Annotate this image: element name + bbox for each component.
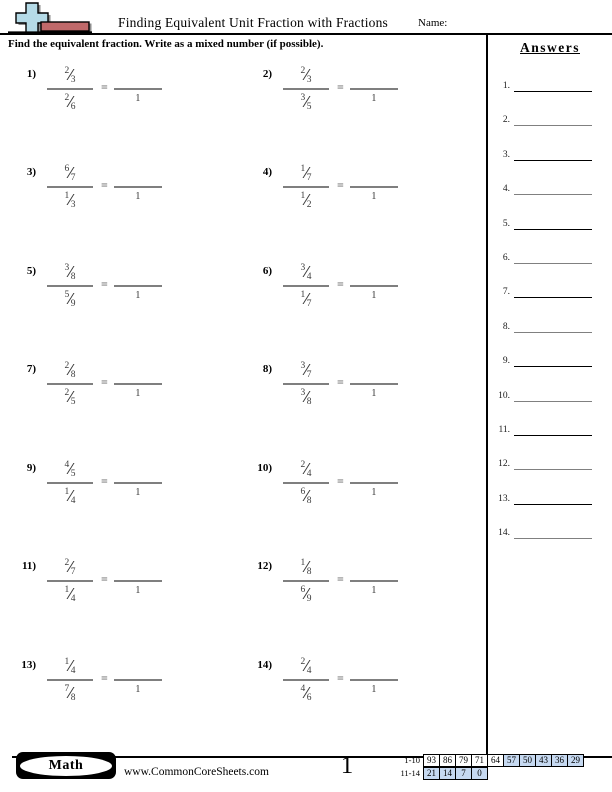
bottom-fraction (64, 287, 75, 312)
problem-8 (246, 358, 399, 410)
equals-sign: = (337, 80, 344, 94)
fraction-denominator: 9 (70, 298, 76, 309)
fraction-slash-icon: ⁄ (305, 684, 308, 702)
answer-item-2 (490, 113, 606, 126)
top-fraction (64, 654, 75, 679)
fraction-denominator: 4 (70, 665, 76, 676)
fraction-slash-icon: ⁄ (305, 66, 308, 84)
complex-fraction (46, 358, 94, 410)
fraction-numerator: 5 (64, 289, 70, 300)
answer-line-field[interactable] (514, 252, 592, 264)
fraction-denominator: 7 (306, 369, 312, 380)
problem-number: 5) (26, 265, 36, 277)
fraction-slash-icon: ⁄ (69, 684, 72, 702)
math-badge (16, 752, 116, 779)
fraction-slash-icon: ⁄ (69, 657, 72, 675)
answer-blank-field[interactable] (350, 285, 398, 287)
answer-blank-field[interactable] (114, 679, 162, 681)
complex-fraction (46, 161, 94, 213)
bottom-fraction (64, 385, 75, 410)
fraction-denominator: 8 (306, 495, 312, 506)
score-cell: 21 (423, 767, 440, 780)
fraction-slash-icon: ⁄ (305, 460, 308, 478)
fraction-numerator: 3 (300, 92, 306, 103)
complex-fraction (46, 457, 94, 509)
answer-blank-field[interactable] (114, 580, 162, 582)
fraction-denominator: 4 (70, 593, 76, 604)
answers-column-divider (486, 35, 488, 756)
answer-denominator: 1 (135, 585, 141, 596)
bottom-fraction (300, 582, 311, 607)
equals-sign: = (101, 572, 108, 586)
complex-fraction (46, 555, 94, 607)
fraction-numerator: 1 (300, 163, 306, 174)
score-cell: 79 (455, 754, 472, 767)
problem-number: 3) (26, 166, 36, 178)
answer-number-label: 13. (498, 493, 510, 504)
fraction-denominator: 3 (306, 74, 312, 85)
fraction-numerator: 1 (300, 190, 306, 201)
fraction-numerator: 7 (64, 683, 70, 694)
fraction-numerator: 2 (64, 360, 70, 371)
top-fraction (300, 161, 311, 186)
answer-blank-field[interactable] (114, 186, 162, 188)
problem-1 (10, 63, 163, 115)
score-row-2 (384, 767, 584, 780)
fraction-denominator: 8 (70, 271, 76, 282)
answer-blank-group (113, 358, 163, 399)
fraction-slash-icon: ⁄ (69, 487, 72, 505)
answer-blank-group (349, 457, 399, 498)
fraction-slash-icon: ⁄ (305, 487, 308, 505)
fraction-denominator: 4 (306, 271, 312, 282)
answer-number-label: 11. (498, 425, 510, 435)
answer-number-label: 12. (498, 459, 510, 470)
answer-line-field[interactable] (514, 424, 592, 436)
fraction-denominator: 7 (70, 172, 76, 183)
score-cell: 50 (519, 754, 536, 767)
fraction-numerator: 1 (64, 486, 70, 497)
problem-number: 8) (262, 363, 272, 375)
score-table (384, 754, 584, 780)
problem-13 (10, 654, 163, 706)
fraction-numerator: 3 (300, 387, 306, 398)
complex-fraction (282, 260, 330, 312)
fraction-slash-icon: ⁄ (69, 93, 72, 111)
problem-2 (246, 63, 399, 115)
answer-blank-field[interactable] (350, 482, 398, 484)
score-cell: 29 (567, 754, 584, 767)
answer-line-field[interactable] (514, 527, 592, 539)
fraction-denominator: 7 (306, 298, 312, 309)
equals-sign: = (101, 671, 108, 685)
fraction-denominator: 5 (70, 396, 76, 407)
top-fraction (64, 555, 75, 580)
bottom-fraction (300, 681, 311, 706)
answer-blank-field[interactable] (350, 88, 398, 90)
problem-10 (246, 457, 399, 509)
bottom-fraction (300, 484, 311, 509)
problem-number: 2) (262, 68, 272, 80)
answer-line-field[interactable] (514, 149, 592, 161)
top-fraction (64, 161, 75, 186)
problem-6 (246, 260, 399, 312)
top-fraction (300, 457, 311, 482)
problem-number: 4) (262, 166, 272, 178)
top-fraction (64, 457, 75, 482)
answer-denominator: 1 (371, 487, 377, 498)
fraction-denominator: 8 (306, 566, 312, 577)
equals-sign: = (337, 671, 344, 685)
score-row-1 (384, 754, 584, 767)
answer-blank-field[interactable] (114, 285, 162, 287)
fraction-numerator: 4 (64, 459, 70, 470)
fraction-denominator: 8 (70, 692, 76, 703)
problem-number: 13) (21, 659, 36, 671)
answer-blank-group (349, 654, 399, 695)
complex-fraction (46, 260, 94, 312)
fraction-slash-icon: ⁄ (305, 558, 308, 576)
answer-item-10 (490, 389, 606, 402)
fraction-slash-icon: ⁄ (305, 191, 308, 209)
score-cell: 7 (455, 767, 472, 780)
fraction-numerator: 1 (64, 656, 70, 667)
answer-item-12 (490, 457, 606, 470)
answer-blank-field[interactable] (114, 482, 162, 484)
answer-line-field[interactable] (514, 286, 592, 298)
equals-sign: = (101, 80, 108, 94)
answer-blank-group (349, 555, 399, 596)
bottom-fraction (64, 484, 75, 509)
problem-number: 7) (26, 363, 36, 375)
answer-denominator: 1 (371, 585, 377, 596)
answer-denominator: 1 (135, 290, 141, 301)
score-range-label: 1-10 (404, 755, 420, 765)
fraction-numerator: 2 (300, 65, 306, 76)
equals-sign: = (101, 277, 108, 291)
fraction-slash-icon: ⁄ (69, 388, 72, 406)
fraction-numerator: 2 (300, 656, 306, 667)
fraction-slash-icon: ⁄ (69, 361, 72, 379)
answer-blank-group (113, 654, 163, 695)
fraction-numerator: 2 (64, 387, 70, 398)
top-fraction (300, 63, 311, 88)
score-cell: 14 (439, 767, 456, 780)
fraction-numerator: 6 (64, 163, 70, 174)
equals-sign: = (101, 375, 108, 389)
answer-item-3 (490, 148, 606, 161)
equals-sign: = (337, 572, 344, 586)
complex-fraction (282, 63, 330, 115)
answer-denominator: 1 (371, 684, 377, 695)
answer-denominator: 1 (371, 290, 377, 301)
fraction-denominator: 4 (70, 495, 76, 506)
fraction-denominator: 2 (306, 199, 312, 210)
fraction-numerator: 2 (64, 65, 70, 76)
problem-number: 9) (26, 462, 36, 474)
answer-blank-group (113, 161, 163, 202)
top-fraction (64, 260, 75, 285)
fraction-numerator: 2 (64, 557, 70, 568)
problem-7 (10, 358, 163, 410)
answer-number-label: 14. (498, 528, 510, 539)
answer-item-4 (490, 182, 606, 195)
answer-line-field[interactable] (514, 114, 592, 126)
answer-denominator: 1 (371, 191, 377, 202)
fraction-denominator: 6 (306, 692, 312, 703)
problem-number: 11) (21, 560, 36, 572)
equals-sign: = (337, 474, 344, 488)
fraction-denominator: 6 (70, 101, 76, 112)
complex-fraction (46, 63, 94, 115)
answer-blank-group (349, 260, 399, 301)
complex-fraction (282, 457, 330, 509)
fraction-numerator: 1 (64, 584, 70, 595)
answer-denominator: 1 (135, 93, 141, 104)
bottom-fraction (300, 287, 311, 312)
answer-blank-group (113, 260, 163, 301)
fraction-numerator: 2 (300, 459, 306, 470)
fraction-denominator: 4 (306, 468, 312, 479)
answer-blank-group (349, 63, 399, 104)
answer-denominator: 1 (135, 388, 141, 399)
answer-denominator: 1 (135, 487, 141, 498)
answer-blank-group (349, 358, 399, 399)
problem-4 (246, 161, 399, 213)
equals-sign: = (337, 178, 344, 192)
answer-blank-group (113, 555, 163, 596)
answer-line-field[interactable] (514, 218, 592, 230)
answer-denominator: 1 (135, 684, 141, 695)
fraction-denominator: 3 (70, 199, 76, 210)
problem-5 (10, 260, 163, 312)
answer-blank-field[interactable] (350, 679, 398, 681)
score-cell: 71 (471, 754, 488, 767)
fraction-numerator: 6 (300, 486, 306, 497)
fraction-slash-icon: ⁄ (69, 263, 72, 281)
answer-item-14 (490, 526, 606, 539)
complex-fraction (282, 358, 330, 410)
problem-number: 6) (262, 265, 272, 277)
top-fraction (64, 358, 75, 383)
answer-blank-field[interactable] (114, 383, 162, 385)
page-title: Finding Equivalent Unit Fraction with Fractions (118, 15, 388, 30)
fraction-slash-icon: ⁄ (305, 585, 308, 603)
fraction-slash-icon: ⁄ (69, 66, 72, 84)
equals-sign: = (101, 178, 108, 192)
answer-blank-group (113, 457, 163, 498)
answer-denominator: 1 (371, 93, 377, 104)
fraction-numerator: 4 (300, 683, 306, 694)
fraction-denominator: 3 (70, 74, 76, 85)
problem-12 (246, 555, 399, 607)
instruction-text: Find the equivalent fraction. Write as a mixed number (if possible). (8, 38, 324, 50)
score-cell: 36 (551, 754, 568, 767)
page-number: 1 (340, 752, 354, 779)
score-cell: 64 (487, 754, 504, 767)
fraction-slash-icon: ⁄ (305, 388, 308, 406)
complex-fraction (46, 654, 94, 706)
complex-fraction (282, 161, 330, 213)
fraction-numerator: 1 (300, 289, 306, 300)
problem-3 (10, 161, 163, 213)
fraction-slash-icon: ⁄ (69, 290, 72, 308)
top-fraction (64, 63, 75, 88)
score-cell: 93 (423, 754, 440, 767)
problem-number: 12) (257, 560, 272, 572)
score-cell: 57 (503, 754, 520, 767)
fraction-slash-icon: ⁄ (69, 164, 72, 182)
answer-line-field[interactable] (514, 80, 592, 92)
answer-number-label: 3. (502, 149, 510, 160)
problem-number: 1) (26, 68, 36, 80)
problem-11 (10, 555, 163, 607)
fraction-numerator: 6 (300, 584, 306, 595)
complex-fraction (282, 654, 330, 706)
fraction-slash-icon: ⁄ (305, 263, 308, 281)
fraction-numerator: 3 (300, 262, 306, 273)
answer-line-field[interactable] (514, 390, 592, 402)
math-badge-inner (20, 756, 112, 776)
fraction-slash-icon: ⁄ (305, 657, 308, 675)
answer-line-field[interactable] (514, 493, 592, 505)
top-fraction (300, 260, 311, 285)
top-fraction (300, 358, 311, 383)
answer-item-6 (490, 251, 606, 264)
fraction-numerator: 1 (300, 557, 306, 568)
answer-item-8 (490, 320, 606, 333)
answer-item-13 (490, 492, 606, 505)
fraction-denominator: 8 (306, 396, 312, 407)
answer-number-label: 1. (502, 81, 510, 91)
fraction-slash-icon: ⁄ (69, 191, 72, 209)
answer-blank-group (349, 161, 399, 202)
fraction-denominator: 8 (70, 369, 76, 380)
answer-number-label: 5. (502, 218, 510, 229)
fraction-denominator: 7 (70, 566, 76, 577)
bottom-fraction (300, 188, 311, 213)
answer-number-label: 4. (502, 184, 510, 195)
bottom-fraction (300, 90, 311, 115)
fraction-denominator: 5 (306, 101, 312, 112)
bottom-fraction (64, 681, 75, 706)
equals-sign: = (337, 375, 344, 389)
fraction-slash-icon: ⁄ (305, 361, 308, 379)
problem-14 (246, 654, 399, 706)
fraction-numerator: 2 (64, 92, 70, 103)
fraction-numerator: 1 (64, 190, 70, 201)
equals-sign: = (337, 277, 344, 291)
answer-number-label: 10. (498, 390, 510, 401)
fraction-slash-icon: ⁄ (69, 558, 72, 576)
answer-blank-field[interactable] (350, 580, 398, 582)
answer-item-1 (490, 79, 606, 92)
bottom-fraction (64, 582, 75, 607)
answer-item-7 (490, 285, 606, 298)
name-label: Name: (418, 17, 448, 29)
bottom-fraction (300, 385, 311, 410)
score-cell: 0 (471, 767, 488, 780)
bottom-fraction (64, 90, 75, 115)
score-cell: 43 (535, 754, 552, 767)
answer-number-label: 8. (502, 321, 510, 332)
answer-number-label: 2. (502, 115, 510, 126)
answer-item-11 (490, 423, 606, 436)
complex-fraction (282, 555, 330, 607)
header-divider (0, 33, 612, 35)
fraction-denominator: 7 (306, 172, 312, 183)
fraction-denominator: 5 (70, 468, 76, 479)
score-cell: 86 (439, 754, 456, 767)
website-text: www.CommonCoreSheets.com (124, 766, 269, 778)
fraction-numerator: 3 (64, 262, 70, 273)
top-fraction (300, 654, 311, 679)
fraction-slash-icon: ⁄ (69, 460, 72, 478)
answer-line-field[interactable] (514, 355, 592, 367)
answer-item-5 (490, 217, 606, 230)
answer-blank-field[interactable] (350, 186, 398, 188)
answer-line-field[interactable] (514, 458, 592, 470)
answer-blank-group (113, 63, 163, 104)
top-fraction (300, 555, 311, 580)
equals-sign: = (101, 474, 108, 488)
fraction-numerator: 3 (300, 360, 306, 371)
answer-item-9 (490, 354, 606, 367)
answer-denominator: 1 (371, 388, 377, 399)
fraction-slash-icon: ⁄ (69, 585, 72, 603)
problem-number: 14) (257, 659, 272, 671)
math-badge-label: Math (48, 757, 84, 773)
answer-line-field[interactable] (514, 183, 592, 195)
fraction-slash-icon: ⁄ (305, 164, 308, 182)
score-range-label: 11-14 (400, 768, 420, 778)
bottom-fraction (64, 188, 75, 213)
answer-number-label: 6. (502, 253, 510, 263)
fraction-denominator: 4 (306, 665, 312, 676)
answer-blank-field[interactable] (114, 88, 162, 90)
problem-number: 10) (257, 462, 272, 474)
answer-line-field[interactable] (514, 321, 592, 333)
problem-9 (10, 457, 163, 509)
answer-number-label: 7. (502, 287, 510, 298)
fraction-slash-icon: ⁄ (305, 93, 308, 111)
answers-header: Answers (520, 40, 580, 55)
fraction-denominator: 9 (306, 593, 312, 604)
answer-number-label: 9. (502, 356, 510, 367)
fraction-slash-icon: ⁄ (305, 290, 308, 308)
answer-blank-field[interactable] (350, 383, 398, 385)
answer-denominator: 1 (135, 191, 141, 202)
